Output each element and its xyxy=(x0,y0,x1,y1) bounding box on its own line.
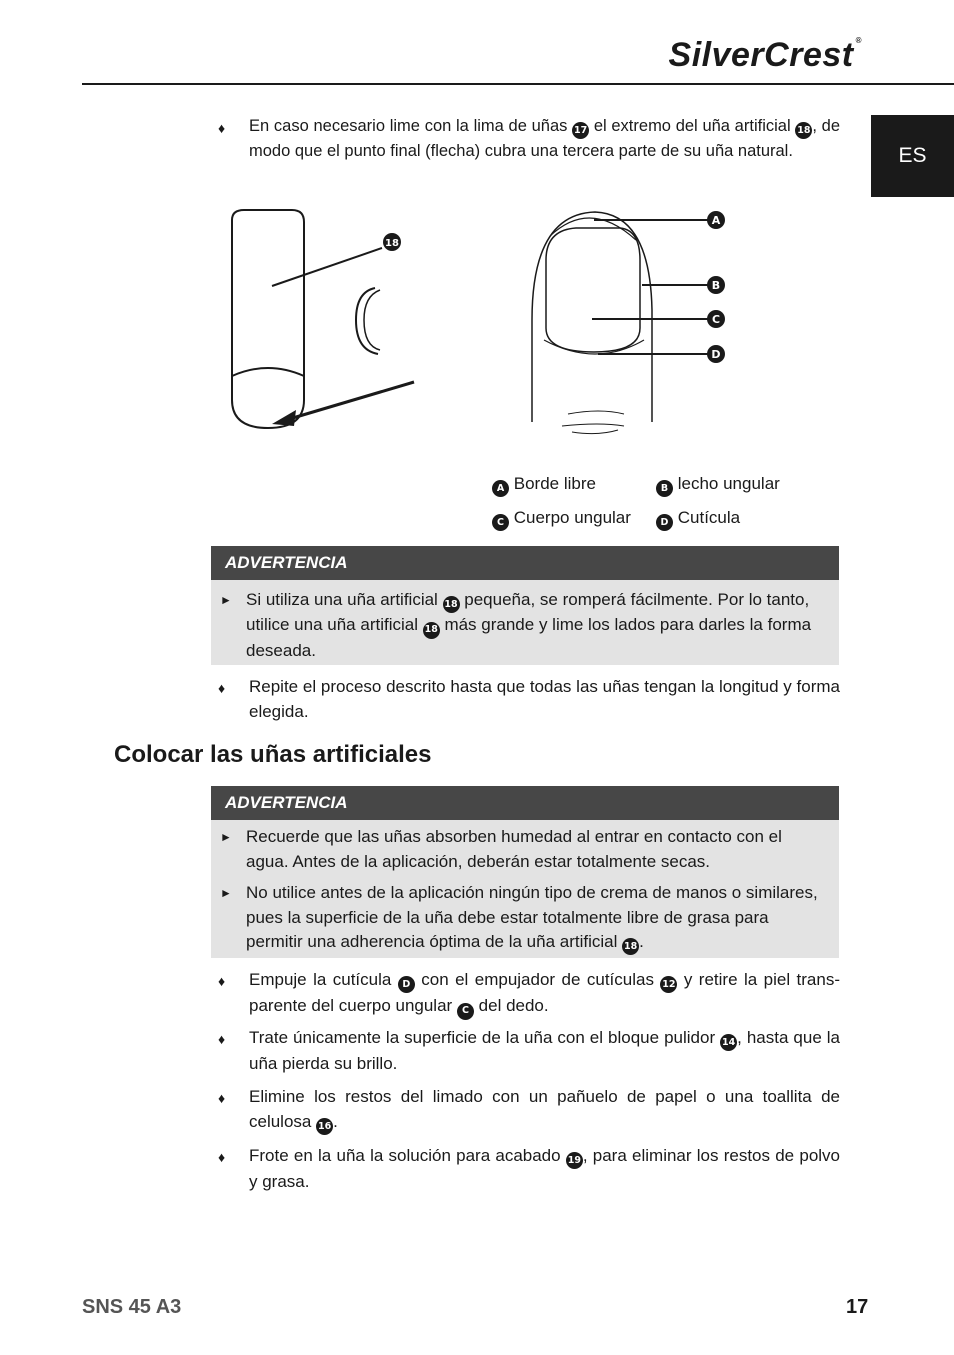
arrow-marker-icon: ► xyxy=(220,830,232,844)
ref-number: 18 xyxy=(795,122,812,139)
bullet-icon: ♦ xyxy=(218,1090,226,1106)
bullet-icon: ♦ xyxy=(218,120,226,136)
warning-item xyxy=(211,825,839,874)
text-run: , hasta que la uña pierda su brillo. xyxy=(249,1028,841,1074)
page-number: 17 xyxy=(846,1296,869,1318)
ref-number: 18 xyxy=(622,938,639,955)
footer-model: SNS 45 A3 xyxy=(82,1296,182,1318)
text-run: Recuerde que las uñas absorben humedad al entrar en contacto con el agua. Antes de la aplicación, deberán estar totalmente secas. xyxy=(246,827,782,871)
legend-label: Cuerpo ungular xyxy=(513,508,631,527)
nail-illustration xyxy=(210,200,750,450)
warning-title: ADVERTENCIA xyxy=(225,793,348,812)
text-run: del dedo. xyxy=(473,996,549,1016)
warning-header xyxy=(211,786,839,820)
callout-text-18: 18 xyxy=(385,238,399,249)
warning-body xyxy=(211,820,839,958)
warning-title: ADVERTENCIA xyxy=(225,553,348,572)
text-run: , para eliminar los restos de polvo y grasa. xyxy=(249,1146,840,1192)
legend-item-c xyxy=(492,508,631,531)
knuckle-crease-2 xyxy=(562,424,624,426)
artificial-nail-outline xyxy=(232,210,304,428)
step-cuticle-text xyxy=(249,967,840,1020)
brand-name: SilverCrest xyxy=(668,36,854,74)
knuckle-crease-3 xyxy=(572,430,618,434)
warning-body xyxy=(211,580,839,665)
text-run: el extremo del uña artificial xyxy=(589,117,796,135)
legend-label: Cutícula xyxy=(677,508,741,527)
text-run: y retire la piel trans-parente del cuerpo ungular xyxy=(249,970,840,1016)
text-run: con el empujador de cutículas xyxy=(414,970,661,989)
arrow-shaft xyxy=(286,382,414,420)
text-run: Frote en la uña la solución para acabado xyxy=(249,1146,566,1165)
step-file-text xyxy=(249,114,840,164)
callout-text-b: B xyxy=(711,279,721,292)
legend-label: lecho ungular xyxy=(677,474,780,493)
text-run: Si utiliza una uña artificial xyxy=(246,590,443,609)
step-buff-text xyxy=(249,1025,840,1076)
ref-number: 16 xyxy=(316,1118,333,1135)
step-clean-text xyxy=(249,1084,840,1135)
legend-badge: A xyxy=(492,480,509,497)
text-run: Empuje la cutícula xyxy=(249,970,398,989)
text-run: pequeña, se romperá fácilmente. Por lo tanto, utilice una uña artificial xyxy=(246,590,810,635)
callout-text-a: A xyxy=(711,214,721,227)
callout-text-c: C xyxy=(711,313,721,326)
ref-number: 12 xyxy=(660,976,677,993)
ref-letter: D xyxy=(398,976,415,993)
language-tab xyxy=(871,115,954,197)
legend-badge: D xyxy=(656,514,673,531)
file-arc-outer xyxy=(356,288,378,354)
text-run: más grande y lime los lados para darles la forma deseada. xyxy=(246,615,812,660)
bullet-icon: ♦ xyxy=(218,1031,226,1047)
text-run: Elimine los restos del limado con un pañuelo de papel o una toallita de celulosa xyxy=(249,1087,840,1131)
ref-number: 17 xyxy=(572,122,589,139)
bullet-icon: ♦ xyxy=(218,1149,226,1165)
legend-item-b xyxy=(656,474,780,497)
step-finish-text xyxy=(249,1143,840,1194)
knuckle-crease-1 xyxy=(568,411,624,414)
text-run: No utilice antes de la aplicación ningún tipo de crema de manos o similares, pues la superficie de la uña debe estar totalmente libre de grasa para permitir una adherencia óptima de la uña artificial xyxy=(246,883,818,951)
warning-item xyxy=(211,588,839,663)
header-rule xyxy=(82,83,954,85)
text-run: Trate únicamente la superficie de la uña con el bloque pulidor xyxy=(249,1028,721,1047)
warning-item xyxy=(211,881,839,955)
legend-label: Borde libre xyxy=(513,474,596,493)
bullet-icon: ♦ xyxy=(218,973,226,989)
ref-number: 18 xyxy=(423,622,440,639)
nail-plate xyxy=(546,228,640,352)
legend-badge: C xyxy=(492,514,509,531)
language-label: ES xyxy=(898,144,927,167)
legend-badge: B xyxy=(656,480,673,497)
text-run: , de modo que el punto final (flecha) cubra una tercera parte de su uña natural. xyxy=(249,117,840,161)
ref-number: 14 xyxy=(720,1034,737,1051)
arrow-marker-icon: ► xyxy=(220,886,232,900)
section-title: Colocar las uñas artificiales xyxy=(114,741,432,768)
callout-text-d: D xyxy=(711,348,721,361)
ref-letter: C xyxy=(457,1003,474,1020)
file-arc-inner xyxy=(364,290,380,350)
text-run: . xyxy=(333,1112,338,1131)
step-repeat-text: Repite el proceso descrito hasta que todas las uñas tengan la longitud y forma elegida. xyxy=(249,677,840,721)
ref-number: 18 xyxy=(443,596,460,613)
ref-number: 19 xyxy=(566,1152,583,1169)
legend-item-d xyxy=(656,508,740,531)
text-run: En caso necesario lime con la lima de uñas xyxy=(249,117,573,135)
legend-item-a xyxy=(492,474,596,497)
warning-header xyxy=(211,546,839,580)
arrow-marker-icon: ► xyxy=(220,593,232,607)
registered-mark: ® xyxy=(855,36,862,45)
brand-logo xyxy=(669,36,862,75)
bullet-icon: ♦ xyxy=(218,680,226,696)
text-run: . xyxy=(639,932,644,951)
